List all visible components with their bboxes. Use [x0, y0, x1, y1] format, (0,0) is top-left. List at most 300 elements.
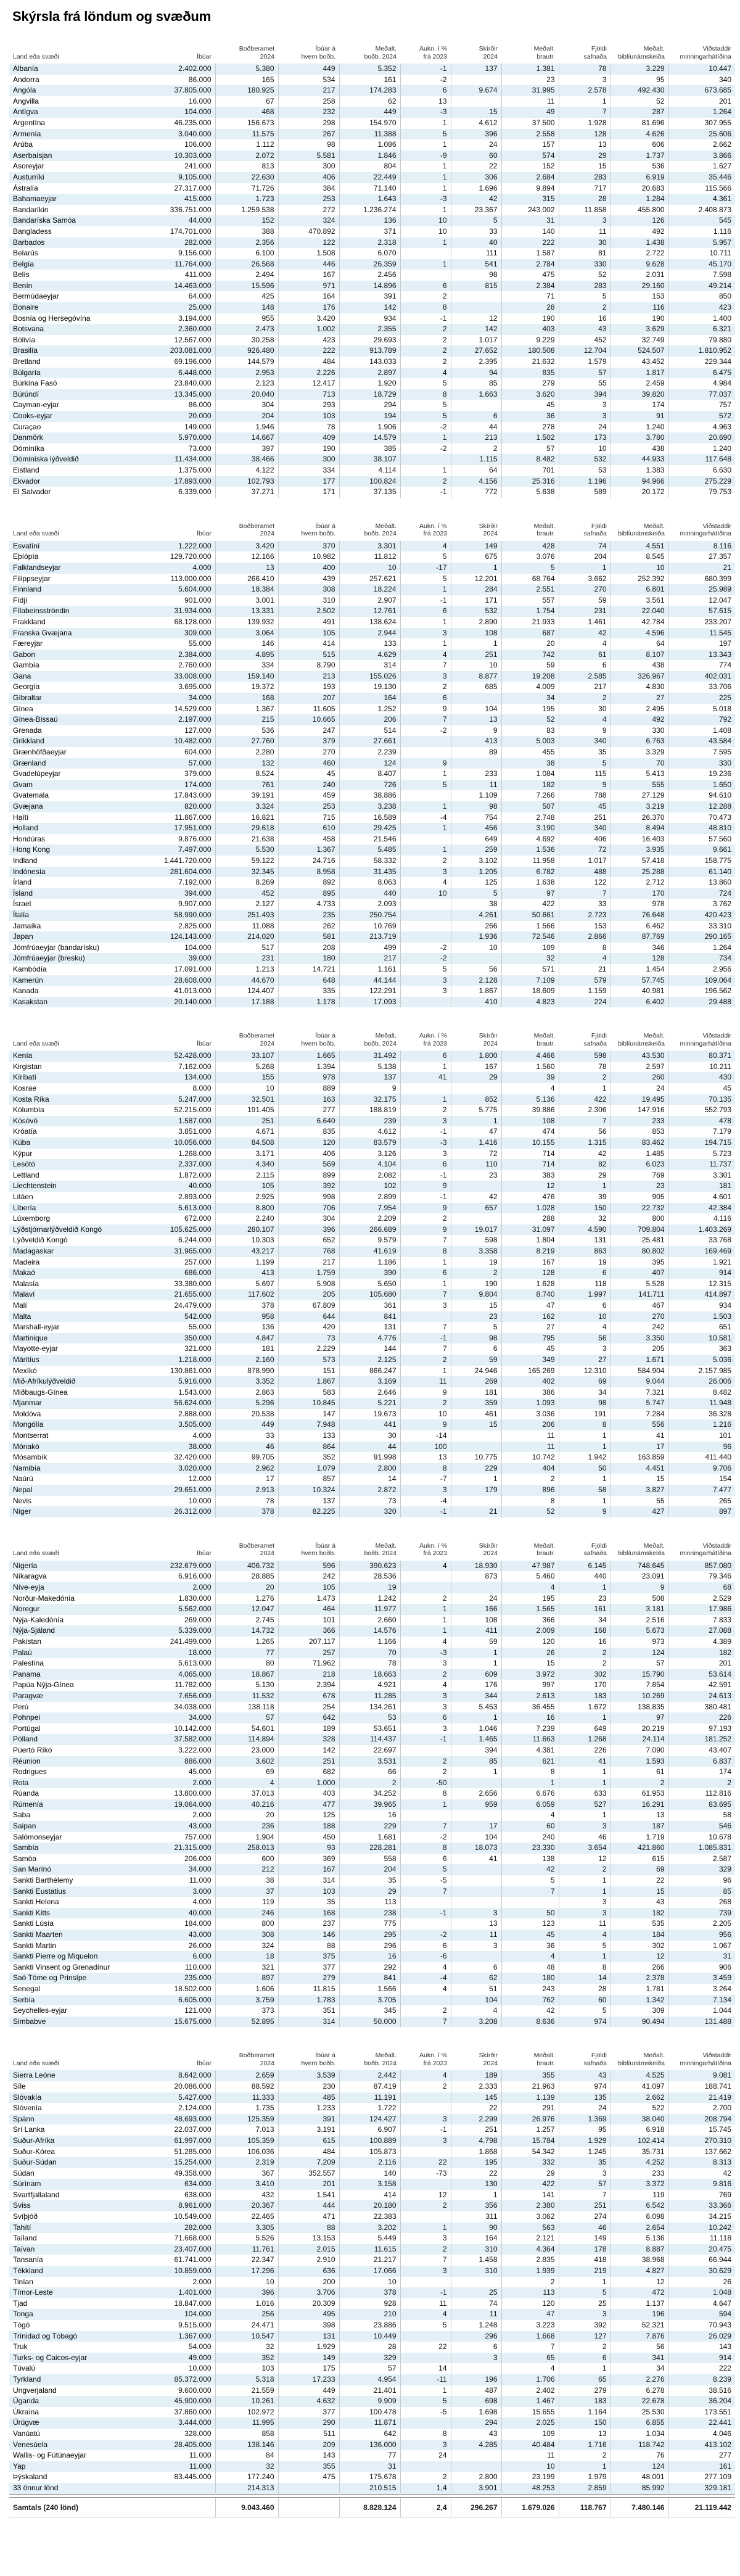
value-cell: 1.199 — [215, 1257, 278, 1268]
value-cell: 52.321 — [610, 2320, 668, 2331]
value-cell: 314 — [339, 660, 400, 671]
value-cell: 1.264 — [712, 943, 731, 952]
value-cell: 24 — [400, 2450, 451, 2461]
value-cell: 29 — [451, 1072, 501, 1083]
value-cell: 2.859 — [559, 2483, 610, 2494]
value-cell: 57.615 — [668, 606, 735, 617]
value-cell: 78 — [559, 1062, 610, 1073]
country-cell: Púertó Ríkó — [13, 1745, 52, 1754]
value-cell: 19.236 — [709, 769, 731, 778]
value-cell: 294 — [339, 400, 400, 411]
value-cell: 7 — [559, 2190, 610, 2201]
value-cell: 391 — [278, 2114, 339, 2125]
value-cell: 468 — [215, 107, 278, 118]
value-cell: 889 — [278, 1083, 339, 1094]
value-cell: 1.508 — [278, 248, 339, 259]
value-cell: 4.252 — [610, 2157, 668, 2168]
value-cell: 42 — [501, 1864, 559, 1875]
value-cell: 32.175 — [339, 1094, 400, 1105]
value-cell: 407 — [610, 1268, 668, 1279]
value-cell: 672.000 — [145, 1213, 215, 1224]
value-cell: 3 — [559, 2168, 610, 2179]
value-cell: 600 — [215, 1854, 278, 1865]
value-cell: 11.948 — [668, 1398, 735, 1409]
value-cell: -2 — [400, 725, 451, 737]
value-cell: 25 — [451, 2287, 501, 2298]
value-cell: 329 — [668, 1864, 735, 1875]
value-cell: 2.659 — [215, 2070, 278, 2081]
value-cell: 4.361 — [668, 194, 735, 205]
value-cell: 648 — [278, 975, 339, 986]
value-cell: 59 — [559, 595, 610, 606]
value-cell: 2.700 — [712, 2103, 731, 2113]
value-cell: 495 — [278, 2309, 339, 2320]
table-row — [9, 2309, 735, 2320]
value-cell: 146 — [215, 638, 278, 650]
value-cell: 94 — [451, 368, 501, 379]
value-cell: 4 — [400, 2070, 451, 2081]
report-table-section-3 — [9, 1024, 735, 1517]
value-cell: 2.442 — [339, 2070, 400, 2081]
value-cell: 11.545 — [668, 628, 735, 639]
table-row — [9, 1821, 735, 1832]
value-cell: 2.613 — [501, 1691, 559, 1702]
value-cell: 196 — [610, 2309, 668, 2320]
value-cell: 123 — [501, 1918, 559, 1930]
value-cell: 367 — [215, 2168, 278, 2179]
value-cell: 1 — [559, 2277, 610, 2288]
value-cell: 2.280 — [215, 747, 278, 758]
value-cell: 1 — [559, 1712, 610, 1724]
value-cell: 26.029 — [668, 2331, 735, 2342]
value-cell: 5 — [400, 551, 451, 563]
country-cell: Malasía — [13, 1279, 39, 1288]
table-row — [9, 1995, 735, 2006]
value-cell: 4.046 — [712, 2429, 731, 2438]
value-cell: 15 — [451, 107, 501, 118]
value-cell: 23 — [501, 75, 559, 86]
value-cell: 2.585 — [559, 671, 610, 682]
value-cell: 7.192.000 — [145, 877, 215, 888]
value-cell: 366 — [501, 1615, 559, 1626]
value-cell: 131 — [559, 1235, 610, 1246]
value-cell: 54.342 — [501, 2147, 559, 2158]
value-cell: 1.441.720.000 — [145, 856, 215, 867]
column-header — [610, 2044, 668, 2070]
value-cell: 8.482 — [501, 454, 559, 465]
table-row — [9, 1702, 735, 1713]
value-cell: 3 — [559, 1897, 610, 1908]
value-cell: 15.254.000 — [145, 2157, 215, 2168]
value-cell: 2.723 — [559, 910, 610, 921]
value-cell: -2 — [400, 1930, 451, 1941]
value-cell: 3 — [400, 2440, 451, 2451]
value-cell: 4.954 — [339, 2374, 400, 2385]
value-cell: 345 — [339, 2005, 400, 2017]
value-cell: 395 — [610, 1257, 668, 1268]
value-cell: 649 — [451, 834, 501, 845]
value-cell: 1.566 — [501, 921, 559, 932]
value-cell: -9 — [400, 151, 451, 162]
value-cell: 23.091 — [610, 1571, 668, 1582]
value-cell: 38 — [215, 1875, 278, 1886]
value-cell: 413.102 — [668, 2440, 735, 2451]
value-cell: 105 — [278, 1582, 339, 1593]
value-cell: 1 — [400, 172, 451, 183]
value-cell: 9.804 — [451, 1289, 501, 1300]
value-cell — [451, 1864, 501, 1875]
value-cell: 455 — [501, 747, 559, 758]
value-cell: 14.576 — [339, 1625, 400, 1637]
value-cell: 4.671 — [215, 1126, 278, 1137]
table-row — [9, 2124, 735, 2136]
value-cell: 231 — [215, 953, 278, 964]
value-cell: 978 — [610, 899, 668, 910]
value-cell: 10.549.000 — [145, 2211, 215, 2223]
table-row — [9, 1886, 735, 1897]
value-cell: 1 — [501, 1778, 559, 1789]
value-cell: 398 — [278, 2320, 339, 2331]
value-cell: 20.140.000 — [145, 997, 215, 1008]
value-cell: 438 — [610, 444, 668, 455]
value-cell: 73 — [278, 1333, 339, 1344]
value-cell: 17.233 — [278, 2374, 339, 2385]
value-cell: 5.528 — [610, 1279, 668, 1290]
country-cell: Eistland — [13, 465, 39, 474]
value-cell: 80.371 — [668, 1051, 735, 1062]
value-cell: 5.247.000 — [145, 1094, 215, 1105]
value-cell: 65 — [559, 2374, 610, 2385]
value-cell: 4.596 — [610, 628, 668, 639]
value-cell: 335 — [278, 986, 339, 997]
value-cell: 1.342 — [610, 1995, 668, 2006]
value-cell: 10.269 — [610, 1691, 668, 1702]
value-cell — [400, 997, 451, 1008]
value-cell: 28.885 — [215, 1571, 278, 1582]
value-cell: 50 — [501, 1908, 559, 1919]
value-cell: 9 — [559, 725, 610, 737]
value-cell: 170 — [559, 1680, 610, 1691]
table-row — [9, 1474, 735, 1485]
value-cell: 5 — [559, 2287, 610, 2298]
value-cell: 7.598 — [712, 270, 731, 279]
value-cell: 3 — [400, 2266, 451, 2277]
value-cell: 31.097 — [501, 1224, 559, 1236]
value-cell: 201 — [718, 1659, 731, 1668]
value-cell: 449 — [339, 107, 400, 118]
value-cell: 8.107 — [610, 650, 668, 661]
country-cell: Bosnía og Hersegóvína — [13, 313, 91, 323]
value-cell: 10.324 — [278, 1485, 339, 1496]
value-cell: 11 — [451, 780, 501, 791]
value-cell: 258.013 — [215, 1843, 278, 1854]
value-cell: 149 — [451, 541, 501, 552]
value-cell: 388 — [215, 226, 278, 237]
value-cell: 26.370 — [610, 812, 668, 824]
value-cell: 29.693 — [339, 335, 400, 346]
value-cell: 143.033 — [339, 357, 400, 368]
column-header — [400, 2044, 451, 2070]
value-cell: 36.455 — [501, 1702, 559, 1713]
value-cell: 3.705 — [339, 1995, 400, 2006]
table-row — [9, 2081, 735, 2092]
value-cell: -4 — [400, 1496, 451, 1507]
value-cell: 1 — [400, 161, 451, 172]
table-row — [9, 1788, 735, 1799]
value-cell: 4.389 — [712, 1637, 731, 1646]
country-cell: Madeira — [13, 1257, 40, 1266]
value-cell: 181 — [668, 1181, 735, 1192]
value-cell: 4 — [501, 1083, 559, 1094]
value-cell — [400, 248, 451, 259]
value-cell: 2.748 — [501, 812, 559, 824]
value-cell: 79.753 — [709, 487, 731, 497]
value-cell: 101 — [278, 1615, 339, 1626]
value-cell: 153 — [559, 921, 610, 932]
value-cell: 22.465 — [215, 2211, 278, 2223]
value-cell — [451, 1951, 501, 1962]
value-cell: 379 — [278, 736, 339, 747]
table-row — [9, 693, 735, 704]
value-cell: 162 — [501, 1311, 559, 1323]
column-header — [278, 1024, 339, 1051]
value-cell: 5.485 — [339, 844, 400, 856]
value-cell: 43.530 — [610, 1051, 668, 1062]
value-cell: 6.339.000 — [145, 487, 215, 498]
value-cell: 15 — [451, 1300, 501, 1311]
value-cell: 45 — [501, 1344, 559, 1355]
value-cell: 2.456 — [339, 270, 400, 281]
value-cell: 152 — [501, 161, 559, 172]
column-header-line1: Aukn. í % — [419, 1032, 447, 1040]
value-cell: 1.627 — [712, 162, 731, 171]
column-header — [9, 514, 145, 541]
column-header-line2: 2024 — [483, 2059, 498, 2067]
value-cell: 47 — [501, 1300, 559, 1311]
value-cell: 15.790 — [610, 1669, 668, 1680]
value-cell: 215 — [215, 714, 278, 725]
value-cell: 77 — [339, 2450, 400, 2461]
value-cell: 421.860 — [610, 1843, 668, 1854]
value-cell: 5.036 — [668, 1355, 735, 1366]
value-cell: 24 — [451, 139, 501, 151]
value-cell: 27.357 — [709, 552, 731, 561]
value-cell: 10 — [451, 660, 501, 671]
value-cell: 61 — [610, 1767, 668, 1778]
table-row — [9, 780, 735, 791]
value-cell: 6 — [400, 1712, 451, 1724]
value-cell: 119 — [610, 2190, 668, 2201]
value-cell: 29 — [559, 151, 610, 162]
value-cell: 3.000 — [145, 1886, 215, 1897]
value-cell: 1.502 — [501, 432, 559, 444]
value-cell — [451, 1430, 501, 1442]
value-cell: 1.719 — [610, 1832, 668, 1843]
value-cell: 371 — [339, 226, 400, 237]
value-cell: 200 — [278, 2277, 339, 2288]
table-row — [9, 2136, 735, 2147]
value-cell: 30 — [339, 1430, 400, 1442]
country-cell: Frakkland — [13, 617, 46, 626]
value-cell: 3 — [400, 867, 451, 878]
value-cell: 9 — [559, 1506, 610, 1517]
value-cell: 1.403.269 — [668, 1224, 735, 1236]
value-cell: 42 — [723, 2168, 731, 2178]
column-header — [501, 514, 559, 541]
value-cell: 37.805.000 — [145, 85, 215, 96]
value-cell: 238 — [339, 1908, 400, 1919]
column-header-line1: Skírðir — [479, 2052, 498, 2060]
column-header-line1: Aukn. í % — [419, 522, 447, 530]
value-cell: 769 — [718, 2190, 731, 2199]
value-cell: -2 — [400, 943, 451, 954]
table-row — [9, 1571, 735, 1582]
value-cell: 21.638 — [215, 834, 278, 845]
value-cell: 315 — [501, 194, 559, 205]
value-cell: 98 — [451, 801, 501, 812]
value-cell: 800 — [215, 1918, 278, 1930]
value-cell: 11 — [501, 1430, 559, 1442]
table-row — [9, 2211, 735, 2223]
value-cell: 328 — [278, 1734, 339, 1745]
value-cell: 13.331 — [215, 606, 278, 617]
value-cell: 1 — [400, 205, 451, 216]
value-cell: 20.219 — [610, 1724, 668, 1735]
value-cell: 32 — [501, 953, 559, 964]
table-row — [9, 931, 735, 943]
value-cell: 9 — [400, 1203, 451, 1214]
value-cell: 7.876 — [610, 2331, 668, 2342]
value-cell: 251 — [451, 2124, 501, 2136]
value-cell: 20.172 — [610, 487, 668, 498]
value-cell: 955 — [215, 313, 278, 324]
table-row — [9, 2407, 735, 2418]
value-cell: 207.117 — [278, 1637, 339, 1648]
value-cell: 10.482.000 — [145, 736, 215, 747]
value-cell: 4.921 — [339, 1680, 400, 1691]
value-cell: 356 — [451, 2200, 501, 2211]
value-cell: 609 — [451, 1669, 501, 1680]
column-header-line2: 2024 — [260, 530, 274, 538]
country-cell: Indland — [13, 856, 38, 865]
country-cell: Vanúatú — [13, 2429, 40, 2438]
value-cell: 85 — [451, 378, 501, 389]
value-cell: 897 — [668, 1506, 735, 1517]
value-cell: 2.115 — [215, 1170, 278, 1181]
value-cell: 5.130 — [215, 1680, 278, 1691]
value-cell: 97 — [501, 888, 559, 899]
value-cell: 2.402 — [501, 2385, 559, 2396]
value-cell: 41 — [451, 1854, 501, 1865]
value-cell: 8 — [400, 1246, 451, 1257]
value-cell: 5 — [451, 215, 501, 226]
value-cell: 138.624 — [339, 617, 400, 628]
value-cell: 4.590 — [559, 1224, 610, 1236]
column-header — [278, 2044, 339, 2070]
value-cell: 3 — [400, 2136, 451, 2147]
value-cell: 229.344 — [704, 357, 731, 366]
column-header-line2: boðb. 2024 — [364, 1039, 397, 1047]
value-cell: 19.673 — [339, 1409, 400, 1420]
value-cell: 9.579 — [339, 1235, 400, 1246]
value-cell: 10.449 — [339, 2331, 400, 2342]
value-cell: 1.543.000 — [145, 1387, 215, 1398]
table-row — [9, 2374, 735, 2385]
value-cell: 16.821 — [215, 812, 278, 824]
value-cell: 10 — [400, 1409, 451, 1420]
value-cell: 106.000 — [145, 139, 215, 151]
value-cell: 57 — [610, 1658, 668, 1669]
value-cell — [400, 2417, 451, 2429]
value-cell: 99.705 — [215, 1452, 278, 1463]
column-header — [278, 37, 339, 64]
value-cell: 2.578 — [559, 85, 610, 96]
column-header-line1: Skírðir — [479, 1542, 498, 1550]
table-row — [9, 1854, 735, 1865]
country-cell: Bandaríska Samóa — [9, 215, 145, 226]
value-cell: 5 — [400, 574, 451, 585]
table-row — [9, 1300, 735, 1311]
value-cell: 21.315.000 — [145, 1843, 215, 1854]
value-cell: 310 — [451, 2266, 501, 2277]
value-cell: 3 — [400, 671, 451, 682]
value-cell: 4 — [400, 1680, 451, 1691]
value-cell: 2.587 — [712, 1854, 731, 1863]
value-cell: 886.000 — [145, 1756, 215, 1767]
country-cell: Níve-eyja — [9, 1582, 145, 1593]
value-cell: 835 — [501, 368, 559, 379]
grand-total-label: Samtals (240 lönd) — [9, 2497, 145, 2517]
value-cell: 24.114 — [610, 1734, 668, 1745]
value-cell: 892 — [278, 877, 339, 888]
value-cell: 3.372 — [610, 2179, 668, 2190]
value-cell: 9 — [400, 1419, 451, 1430]
value-cell: 449 — [278, 2385, 339, 2396]
value-cell: 165 — [215, 75, 278, 86]
value-cell: 22.449 — [339, 172, 400, 183]
value-cell: 4 — [215, 1778, 278, 1789]
value-cell — [400, 1918, 451, 1930]
value-cell: 24.716 — [278, 856, 339, 867]
value-cell: 12.000 — [145, 1474, 215, 1485]
value-cell: 3.181 — [610, 1604, 668, 1615]
value-cell: 715 — [278, 812, 339, 824]
value-cell: 1 — [400, 1062, 451, 1073]
value-cell: 281.604.000 — [145, 867, 215, 878]
country-cell: Sviss — [9, 2200, 145, 2211]
value-cell: 308 — [278, 584, 339, 595]
value-cell: 2.660 — [339, 1615, 400, 1626]
value-cell: 20.538 — [215, 1409, 278, 1420]
table-row — [9, 1355, 735, 1366]
value-cell: 5.916.000 — [145, 1376, 215, 1387]
value-cell — [400, 1582, 451, 1593]
value-cell: 18.729 — [339, 389, 400, 400]
value-cell: 1 — [400, 1279, 451, 1290]
table-row — [9, 161, 735, 172]
value-cell: 302 — [610, 1941, 668, 1952]
column-header-line1: Meðalt. — [533, 1032, 555, 1040]
value-cell: 428 — [501, 541, 559, 552]
value-cell: 6 — [400, 1159, 451, 1170]
country-cell: Trínidad og Tóbagó — [9, 2331, 145, 2342]
value-cell: 1.579 — [559, 357, 610, 368]
country-cell: Barbados — [9, 237, 145, 249]
table-row — [9, 2277, 735, 2288]
value-cell: 2.240 — [215, 1213, 278, 1224]
value-cell: 5 — [400, 378, 451, 389]
value-cell: 104 — [451, 704, 501, 715]
